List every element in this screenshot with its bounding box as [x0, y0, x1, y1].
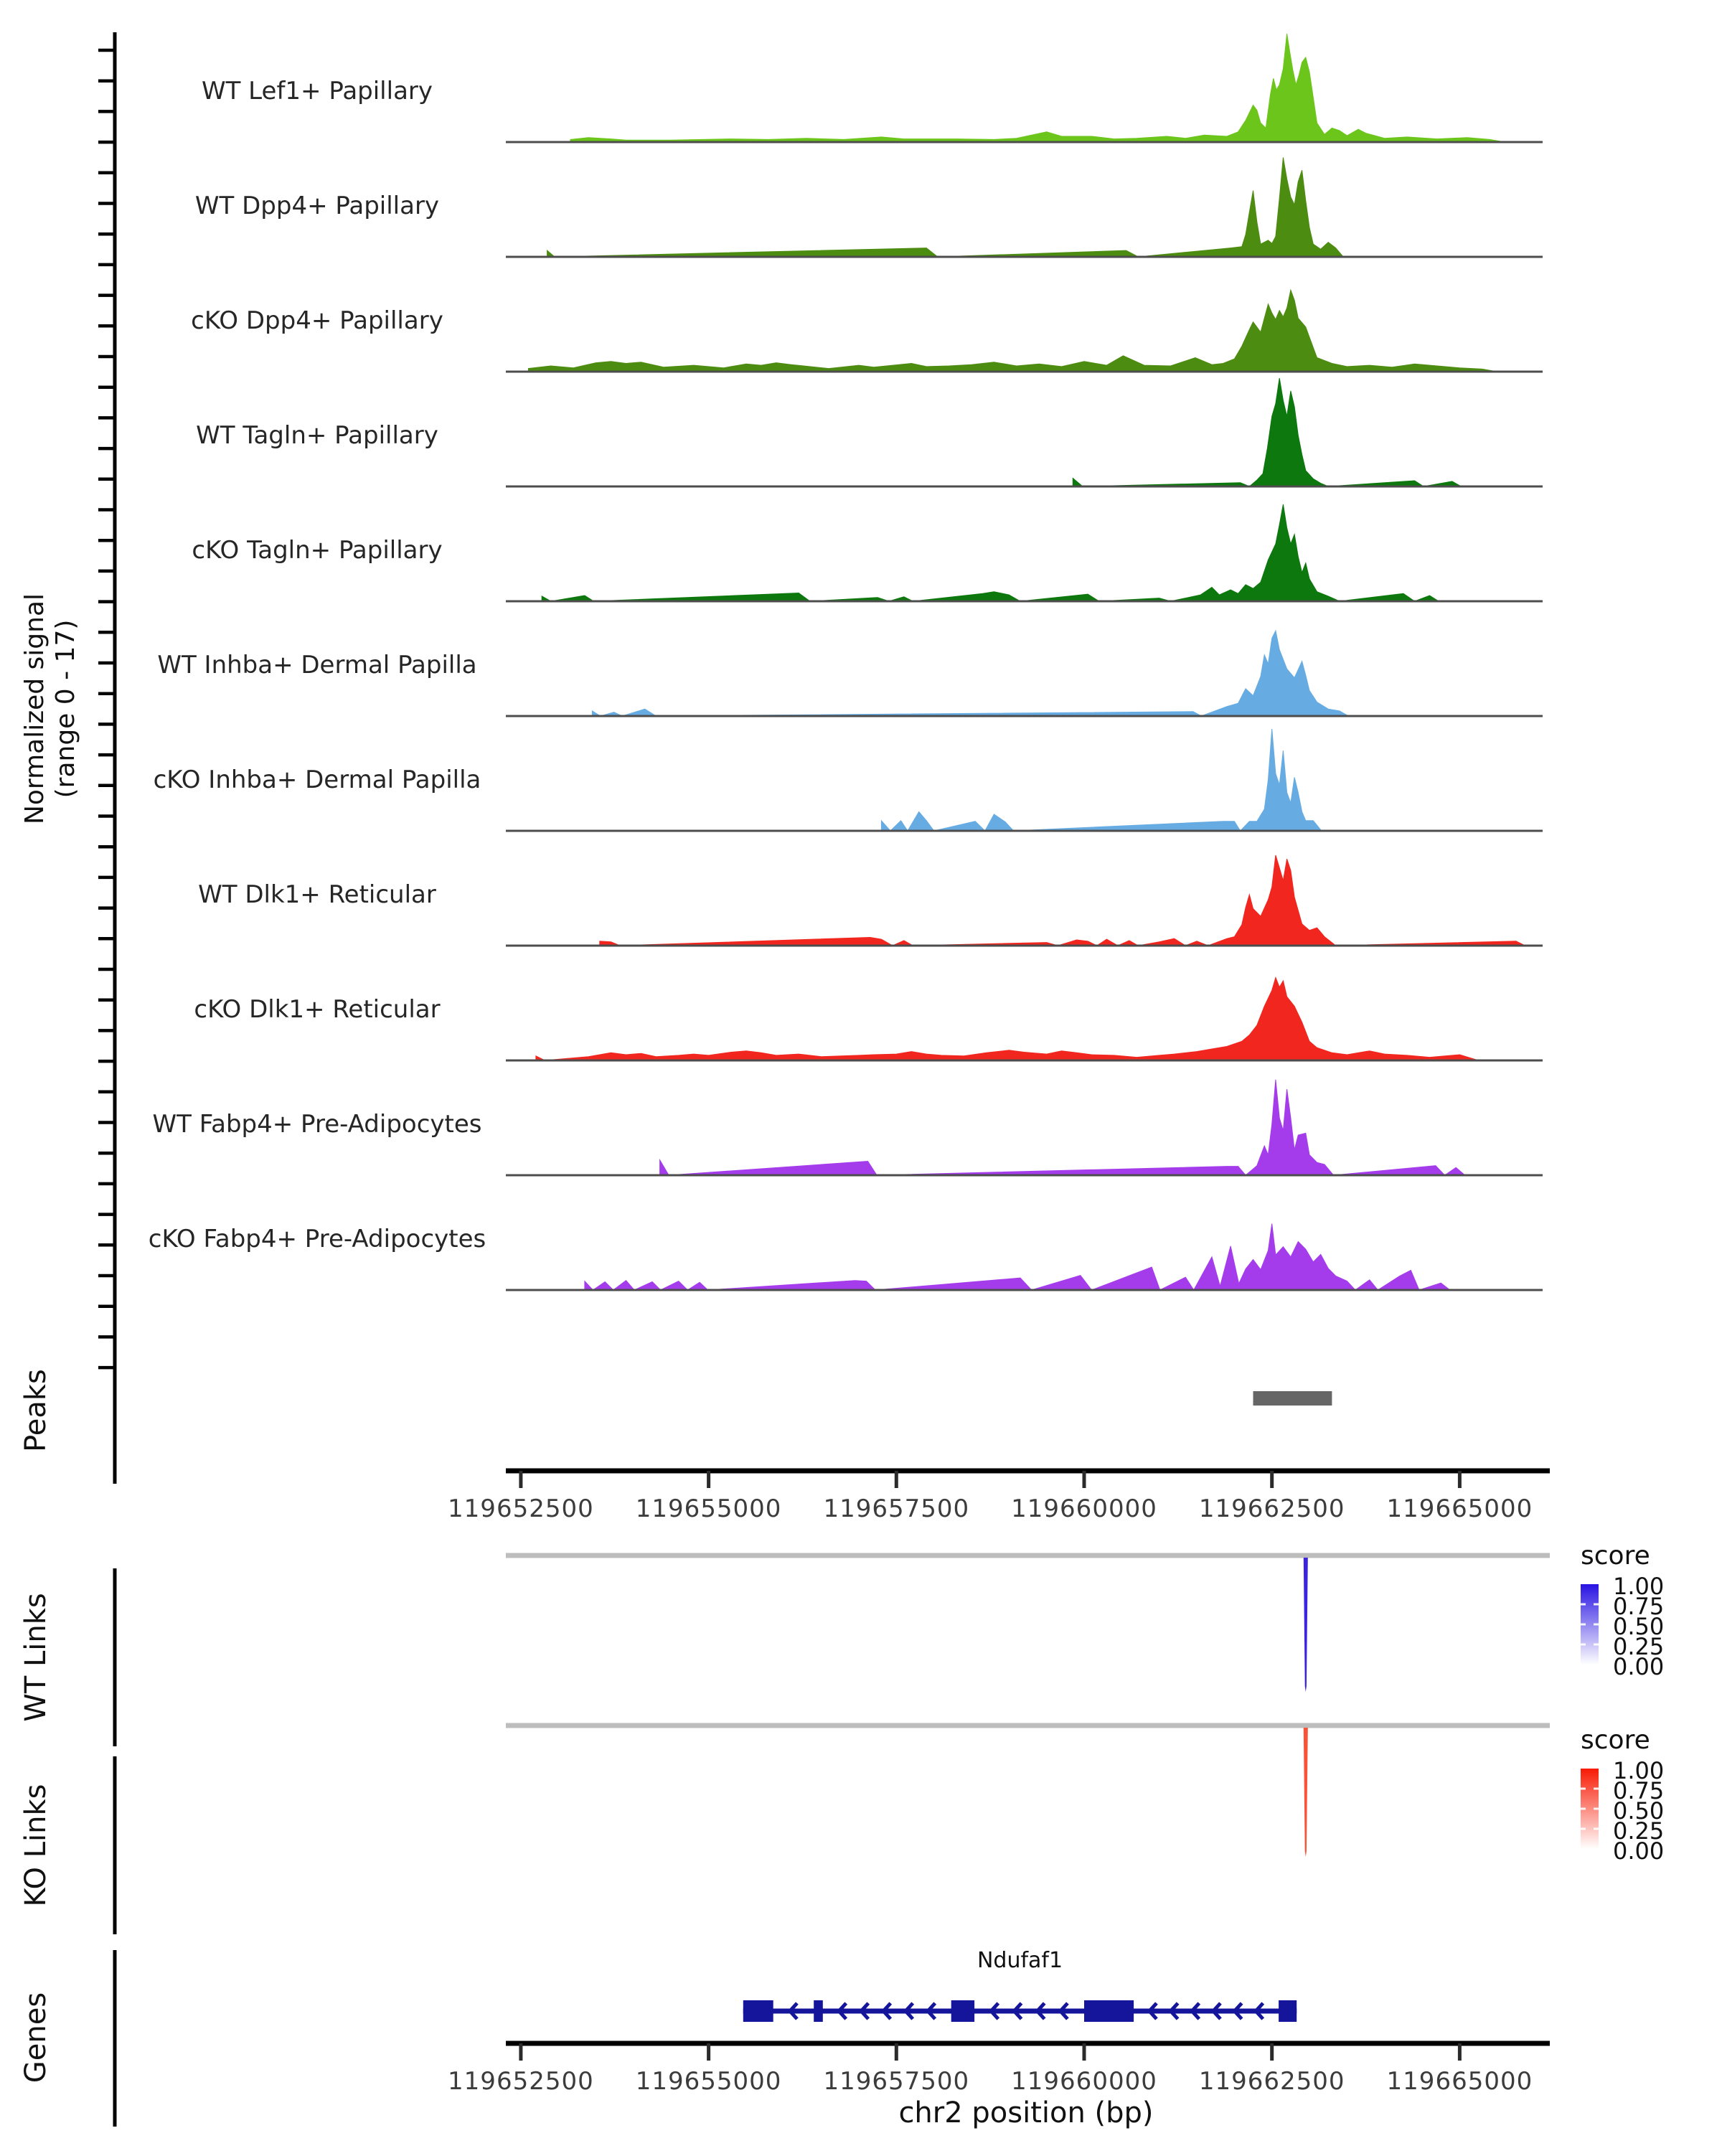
peaks-section	[19, 1339, 1332, 1484]
coverage-signal-area	[528, 290, 1497, 372]
legend-tick-label: 0.00	[1613, 1653, 1665, 1680]
coverage-signal-area	[570, 34, 1505, 142]
coverage-track	[194, 978, 1543, 1061]
wt-score-legend-title: score	[1581, 1541, 1650, 1571]
coverage-track	[154, 729, 1543, 831]
coverage-signal-area	[1073, 378, 1461, 486]
gene-exon	[1084, 2000, 1134, 2022]
link-line	[1304, 1728, 1308, 1857]
peaks-layer	[1253, 1391, 1332, 1406]
genomic-axis-title: chr2 position (bp)	[898, 2096, 1154, 2129]
peaks-section-label: Peaks	[19, 1369, 52, 1452]
legend-tick-label: 0.25	[1613, 1633, 1665, 1660]
axis-tick-label: 119662500	[1198, 2067, 1345, 2096]
coverage-signal-area	[600, 855, 1525, 946]
ko-score-legend-title: score	[1581, 1726, 1650, 1755]
gene-exon	[951, 2000, 974, 2022]
signal-axis-title-line2: (range 0 - 17)	[51, 619, 80, 799]
genes-section-label: Genes	[19, 1992, 52, 2084]
gene-exon	[814, 2000, 823, 2022]
coverage-track	[191, 290, 1543, 372]
coverage-track	[192, 504, 1543, 601]
legend-tick-label: 0.75	[1613, 1777, 1665, 1804]
track-label: cKO Inhba+ Dermal Papilla	[153, 766, 481, 794]
coverage-signal-area	[585, 1224, 1450, 1290]
ko-links-layer	[1304, 1728, 1308, 1857]
coverage-track	[196, 378, 1543, 486]
gene-exon	[743, 2000, 773, 2022]
coverage-track	[195, 157, 1543, 257]
axis-tick-label: 119662500	[1198, 1494, 1345, 1523]
coverage-track	[202, 34, 1543, 142]
axis-tick-label: 119660000	[1011, 1494, 1157, 1523]
peak-bar	[1253, 1391, 1332, 1406]
wt-links-section	[19, 1541, 1664, 1746]
coverage-signal-area	[536, 978, 1479, 1061]
coverage-signal-area	[547, 157, 1344, 257]
axis-tick-label: 119660000	[1011, 2067, 1157, 2096]
signal-axis-ticks	[98, 50, 115, 1367]
ko-links-section-label: KO Links	[19, 1784, 52, 1907]
axis-tick-label: 119665000	[1386, 1494, 1533, 1523]
track-label: WT Inhba+ Dermal Papilla	[157, 651, 477, 679]
wt-score-legend	[1581, 1573, 1664, 1680]
link-line	[1304, 1558, 1308, 1692]
ko-score-legend	[1581, 1757, 1664, 1865]
gene-exon	[1279, 2000, 1297, 2022]
track-label: cKO Dlk1+ Reticular	[194, 995, 441, 1024]
track-label: WT Fabp4+ Pre-Adipocytes	[152, 1110, 482, 1139]
axis-tick-label: 119655000	[635, 1494, 782, 1523]
axis-tick-label: 119652500	[448, 1494, 594, 1523]
coverage-signal-area	[542, 504, 1439, 601]
coverage-track	[153, 1080, 1543, 1175]
coverage-track	[157, 631, 1543, 716]
track-label: WT Dpp4+ Papillary	[194, 192, 440, 220]
axis-tick-label: 119657500	[823, 2067, 970, 2096]
axis-tick-label: 119652500	[448, 2067, 594, 2096]
track-label: WT Tagln+ Papillary	[196, 421, 438, 450]
coverage-track	[149, 1224, 1543, 1290]
legend-tick-label: 1.00	[1613, 1573, 1665, 1600]
wt-links-layer	[1304, 1558, 1308, 1692]
wt-links-section-label: WT Links	[19, 1593, 52, 1722]
legend-tick-label: 0.00	[1613, 1837, 1665, 1865]
track-label: WT Dlk1+ Reticular	[198, 880, 436, 909]
axis-tick-label: 119665000	[1386, 2067, 1533, 2096]
track-label: cKO Dpp4+ Papillary	[191, 306, 443, 335]
axis-tick-label: 119657500	[823, 1494, 970, 1523]
genomic-axis-top-ticks	[448, 1471, 1533, 1523]
legend-tick-label: 1.00	[1613, 1757, 1665, 1784]
genes-layer	[743, 1948, 1297, 2022]
ko-links-section	[19, 1726, 1664, 1934]
signal-axis-title-line1: Normalized signal	[20, 593, 50, 825]
coverage-signal-area	[881, 729, 1321, 831]
genomic-axis-bottom-ticks	[448, 2043, 1533, 2096]
coverage-track	[198, 855, 1543, 946]
track-label: cKO Fabp4+ Pre-Adipocytes	[148, 1225, 486, 1253]
axis-tick-label: 119655000	[635, 2067, 782, 2096]
track-label: cKO Tagln+ Papillary	[192, 536, 443, 565]
coverage-tracks	[149, 34, 1543, 1290]
gene-model	[743, 1948, 1297, 2022]
genomic-axis-top	[448, 1471, 1550, 1523]
genomic-axis-bottom	[448, 2043, 1550, 2129]
gene-name-label: Ndufaf1	[977, 1948, 1063, 1973]
legend-tick-label: 0.50	[1613, 1797, 1665, 1825]
signal-axis	[20, 32, 115, 1385]
coverage-signal-area	[660, 1080, 1465, 1175]
coverage-signal-area	[592, 631, 1348, 716]
legend-tick-label: 0.25	[1613, 1817, 1665, 1845]
legend-tick-label: 0.75	[1613, 1593, 1665, 1620]
track-label: WT Lef1+ Papillary	[201, 77, 433, 105]
legend-tick-label: 0.50	[1613, 1613, 1665, 1640]
